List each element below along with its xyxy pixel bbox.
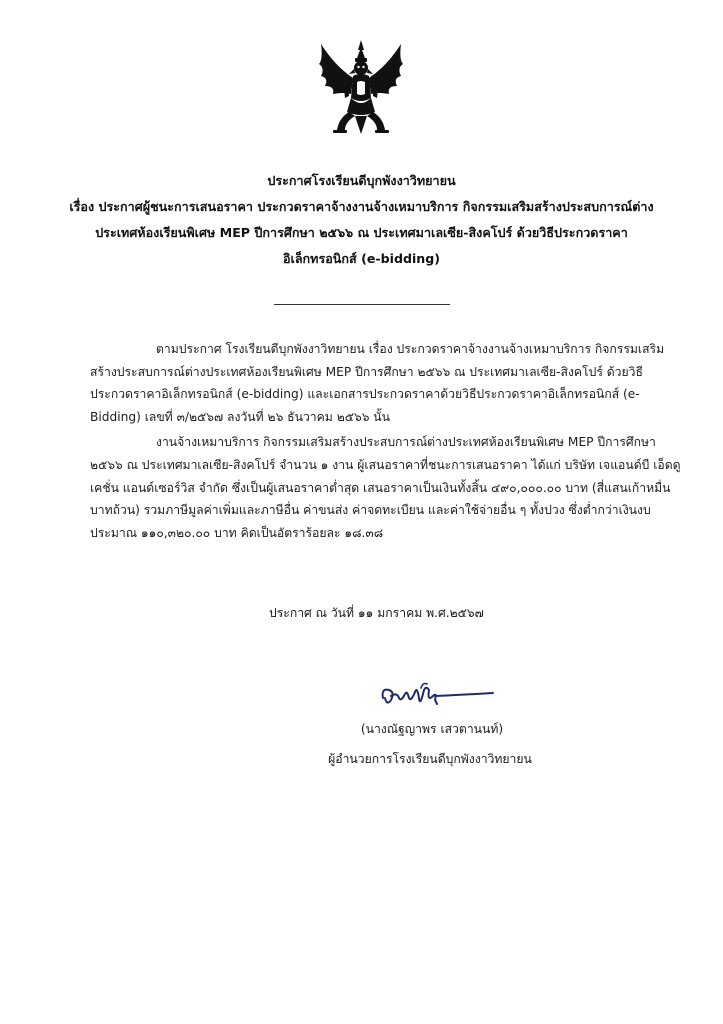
- signature-mark: [377, 676, 497, 716]
- title-line: ประเทศห้องเรียนพิเศษ MEP ปีการศึกษา ๒๕๖๖ ณ ประเทศมาเลเซีย-สิงคโปร์ ด้วยวิธีประกวดราคา: [95, 225, 628, 240]
- body-line: ๒๕๖๖ ณ ประเทศมาเลเซีย-สิงคโปร์ จำนวน ๑ งาน ผู้เสนอราคาที่ชนะการเสนอราคา ได้แก่ บริษัท เจแอนด์บี เอ็ดดู: [90, 457, 681, 472]
- body-line: สร้างประสบการณ์ต่างประเทศห้องเรียนพิเศษ MEP ปีการศึกษา ๒๕๖๖ ณ ประเทศมาเลเซีย-สิงคโปร์ ด้วยวิธี: [90, 364, 643, 379]
- body-line: ประกวดราคาอิเล็กทรอนิกส์ (e-bidding) และเอกสารประกวดราคาด้วยวิธีประกวดราคาอิเล็กทรอนิกส์ (e-: [90, 387, 640, 402]
- garuda-emblem-icon: [315, 38, 407, 136]
- announce-date: ประกาศ ณ วันที่ ๑๑ มกราคม พ.ศ.๒๕๖๗: [269, 606, 484, 620]
- body-line: Bidding) เลขที่ ๓/๒๕๖๗ ลงวันที่ ๒๖ ธันวาคม ๒๕๖๖ นั้น: [90, 409, 390, 424]
- body-line: งานจ้างเหมาบริการ กิจกรรมเสริมสร้างประสบการณ์ต่างประเทศห้องเรียนพิเศษ MEP ปีการศึกษา: [156, 435, 656, 450]
- title-line: เรื่อง ประกาศผู้ชนะการเสนอราคา ประกวดราคาจ้างงานจ้างเหมาบริการ กิจกรรมเสริมสร้างประสบการณ์ต่าง: [69, 199, 654, 214]
- title-line: ประกาศโรงเรียนดีบุกพังงาวิทยายน: [267, 173, 456, 188]
- title-line: อิเล็กทรอนิกส์ (e-bidding): [282, 251, 441, 266]
- paragraph-2: [90, 431, 681, 544]
- signer-position: ผู้อำนวยการโรงเรียนดีบุกพังงาวิทยายน: [328, 752, 532, 766]
- body-line: บาทถ้วน) รวมภาษีมูลค่าเพิ่มและภาษีอื่น ค่าขนส่ง ค่าจดทะเบียน และค่าใช้จ่ายอื่น ๆ ทั้งปวง ซึ่งต่ำกว่าเงินงบ: [90, 503, 651, 518]
- paragraph-1: [90, 338, 665, 428]
- signer-name: (นางณัฐญาพร เสวตานนท์): [360, 722, 504, 736]
- body-line: ประมาณ ๑๑๐,๓๒๐.๐๐ บาท คิดเป็นอัตราร้อยละ ๑๘.๓๘: [90, 525, 384, 540]
- title-divider: [274, 304, 450, 305]
- document-title: [40, 168, 683, 272]
- body-line: เคชั่น แอนด์เซอร์วิส จำกัด ซึ่งเป็นผู้เสนอราคาต่ำสุด เสนอราคาเป็นเงินทั้งสิ้น ๔๙๐,๐๐๐.๐๐ บาท (สี่แสนเก้าหมื่น: [90, 480, 671, 495]
- body-line: ตามประกาศ โรงเรียนดีบุกพังงาวิทยายน เรื่อง ประกวดราคาจ้างงานจ้างเหมาบริการ กิจกรรมเสริม: [156, 342, 665, 356]
- document-body: [90, 338, 681, 544]
